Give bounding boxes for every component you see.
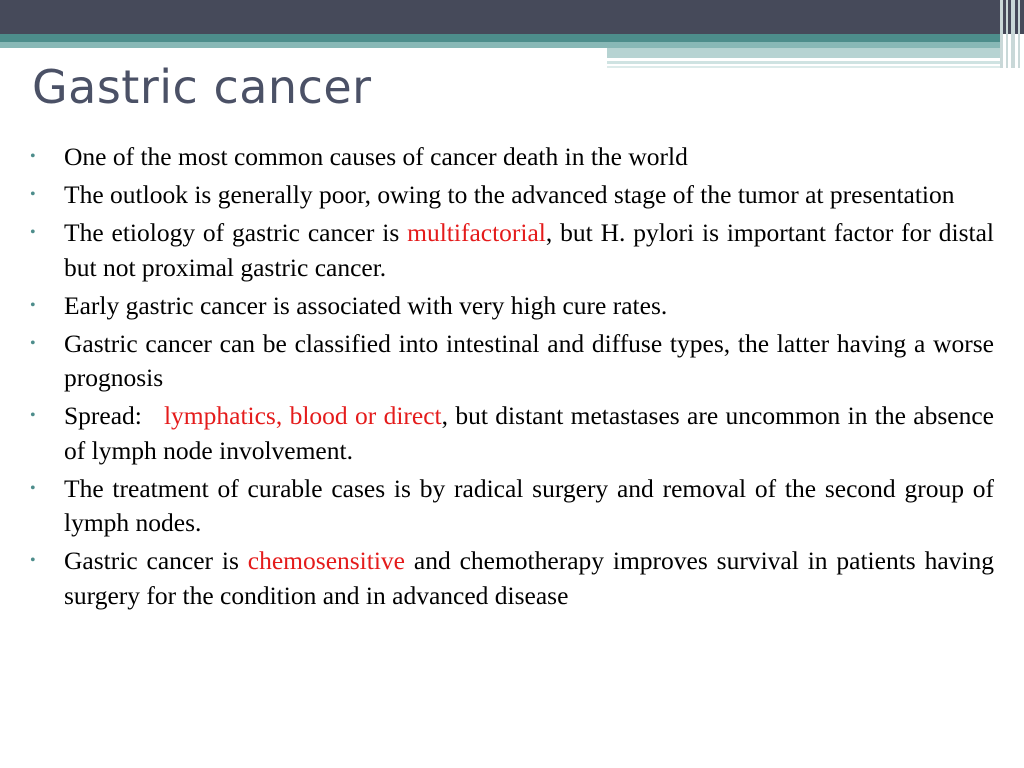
bullet-item: [30, 327, 994, 396]
header-decor-line: [607, 61, 1002, 64]
bullet-text: and chemotherapy improves survival in patients having surgery for the condition and in advanced disease: [64, 546, 994, 610]
bullet-marker: •: [30, 334, 36, 352]
bullet-item: [30, 216, 994, 285]
bullet-text: Gastric cancer is: [64, 546, 248, 575]
bullet-text: Gastric cancer can be classified into intestinal and diffuse types, the latter having a worse prognosis: [64, 328, 994, 392]
highlight-text: lymphatics, blood or direct: [163, 401, 442, 430]
bullet-text: One of the most common causes of cancer death in the world: [64, 142, 688, 171]
highlight-text: chemosensitive: [247, 546, 406, 575]
bullet-item: [30, 544, 994, 613]
bullet-item: [30, 140, 994, 175]
bullet-marker: •: [30, 148, 36, 165]
bullet-item: [30, 178, 994, 213]
bullet-item: [30, 399, 994, 468]
bullet-text: , but distant metastases are uncommon in the absence of lymph node involvement.: [64, 401, 994, 465]
bullet-text: The outlook is generally poor, owing to the advanced stage of the tumor at presentation: [64, 180, 955, 209]
bullet-text: The treatment of curable cases is by radical surgery and removal of the second group of lymph nodes.: [64, 473, 994, 537]
bullet-text: , but H. pylori is important factor for distal but not proximal gastric cancer.: [64, 218, 994, 282]
bullet-marker: •: [30, 224, 36, 241]
bullet-item: [30, 472, 994, 541]
header-band: [0, 0, 1024, 34]
bullet-marker: •: [30, 296, 36, 314]
bullet-list: [30, 140, 994, 617]
header-decor-stripes: [998, 0, 1024, 68]
bullet-text: The etiology of gastric cancer is: [64, 218, 408, 247]
bullet-marker: •: [30, 407, 36, 424]
bullet-item: [30, 289, 994, 324]
bullet-marker: •: [30, 552, 36, 569]
header-accent-bar: [0, 34, 1000, 42]
bullet-text: Early gastric cancer is associated with very high cure rates.: [64, 290, 668, 320]
slide-title: Gastric cancer: [32, 60, 372, 114]
bullet-marker: •: [30, 479, 36, 497]
header-decor-bar: [607, 48, 1002, 58]
header-decor-line: [607, 66, 1002, 68]
bullet-marker: •: [30, 186, 36, 203]
highlight-text: multifactorial: [407, 218, 546, 247]
bullet-text: Spread:: [64, 401, 164, 430]
